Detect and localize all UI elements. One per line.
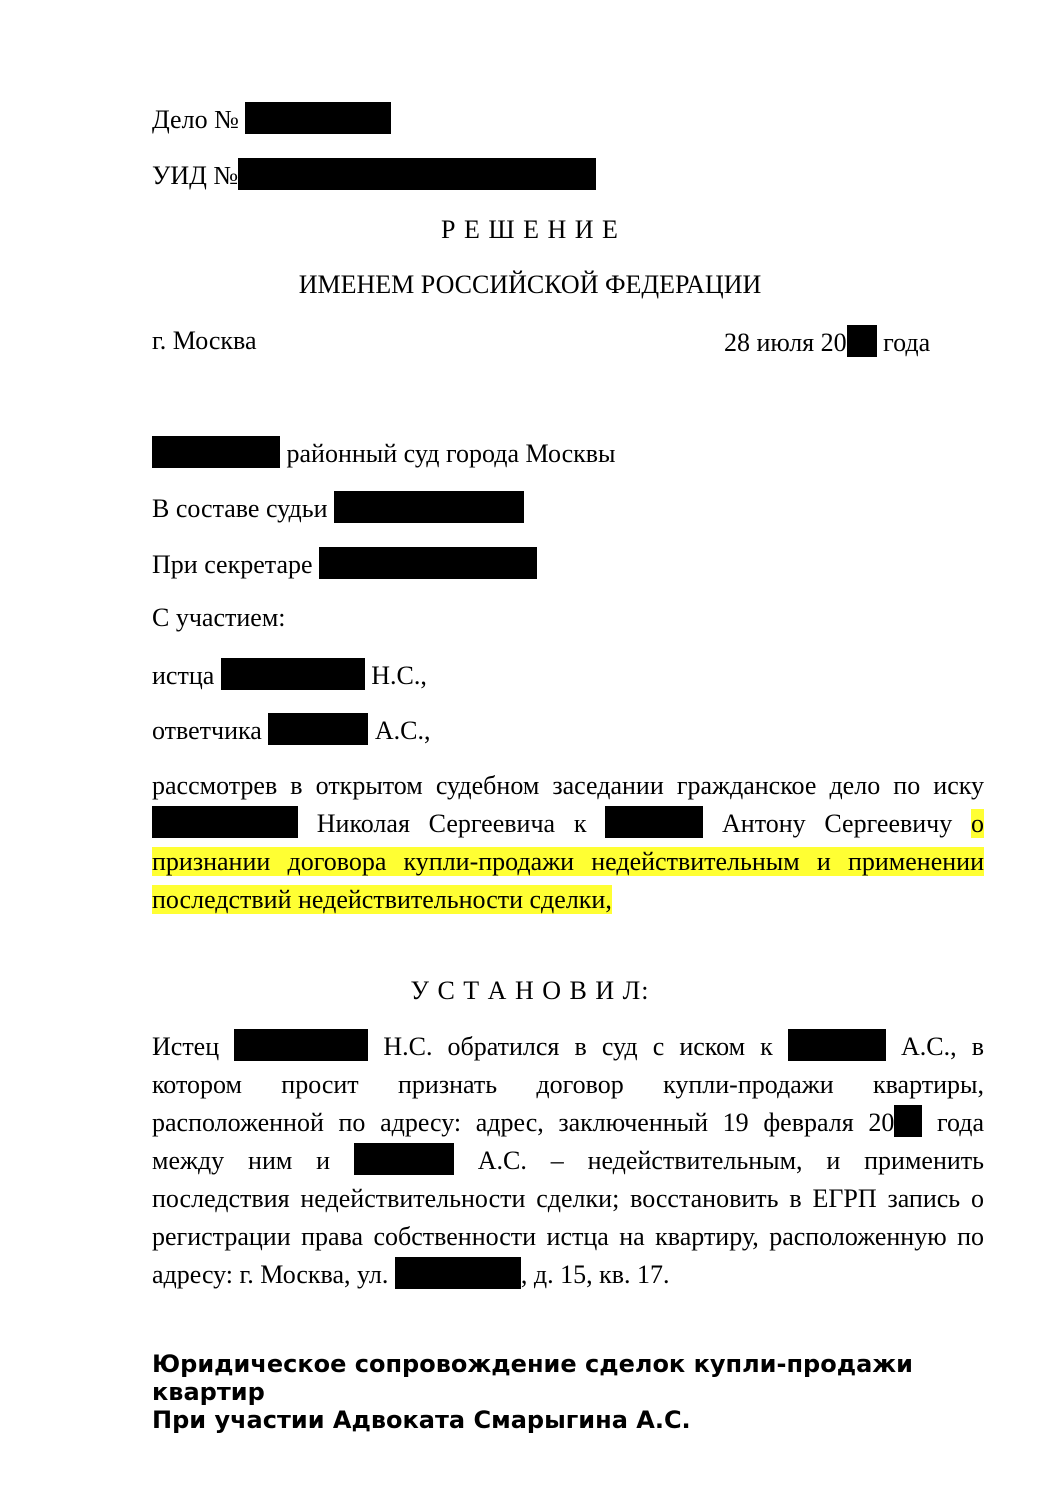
- considered-text-2: Николая Сергеевича к: [316, 809, 587, 838]
- established-text-2: Н.С. обратился в суд с иском к: [383, 1032, 773, 1061]
- redacted-year-2: [894, 1105, 922, 1137]
- judge-line: [152, 491, 524, 525]
- considered-text-3: Антону Сергеевичу: [722, 809, 953, 838]
- uid-number-label: УИД №: [152, 161, 239, 190]
- court-name: районный суд города Москвы: [286, 439, 616, 468]
- document-title: Р Е Ш Е Н И Е: [441, 215, 619, 244]
- place-line: г. Москва: [152, 326, 257, 355]
- plaintiff-line: [152, 658, 427, 692]
- plaintiff-initials: Н.С.,: [371, 661, 427, 690]
- redacted-plaintiff-surname-3: [234, 1029, 368, 1061]
- redacted-street-name: [395, 1257, 521, 1289]
- redacted-year: [847, 325, 877, 357]
- secretary-label: При секретаре: [152, 550, 313, 579]
- considered-text-1: рассмотрев в открытом судебном заседании гражданское дело по иску: [152, 771, 984, 800]
- uid-number-line: [152, 158, 596, 192]
- footer-line-3: При участии Адвоката Смарыгина А.С.: [152, 1406, 691, 1434]
- document-subtitle: ИМЕНЕМ РОССИЙСКОЙ ФЕДЕРАЦИИ: [298, 270, 762, 299]
- redacted-court-name: [152, 436, 280, 468]
- redacted-judge-name: [334, 491, 524, 523]
- redacted-defendant-surname: [268, 713, 368, 745]
- footer-block: [152, 1350, 972, 1434]
- redacted-secretary-name: [319, 547, 537, 579]
- judge-label: В составе судьи: [152, 494, 328, 523]
- footer-line-2: квартир: [152, 1378, 265, 1406]
- date-suffix: года: [883, 328, 931, 357]
- redacted-uid-number: [238, 158, 596, 190]
- defendant-line: [152, 713, 430, 747]
- plaintiff-label: истца: [152, 661, 215, 690]
- case-number-label: Дело №: [152, 105, 239, 134]
- date-prefix: 28 июля 20: [724, 328, 847, 357]
- redacted-plaintiff-surname: [221, 658, 365, 690]
- court-line: [152, 436, 616, 470]
- redacted-defendant-surname-3: [788, 1029, 886, 1061]
- date-line: [724, 325, 930, 359]
- redacted-defendant-surname-4: [354, 1143, 454, 1175]
- established-text-1: Истец: [152, 1032, 220, 1061]
- defendant-initials: А.С.,: [374, 716, 431, 745]
- established-text-3: А.С., в котором просит признать договор купли-продажи квартиры, расположенной по адресу: адрес, заключенный 19 февраля 20: [152, 1032, 984, 1137]
- highlighted-claim-text: о признании договора купли-продажи недействительным и применении последствий недействительности сделки,: [152, 809, 985, 914]
- redacted-defendant-surname-2: [605, 806, 703, 838]
- defendant-label: ответчика: [152, 716, 262, 745]
- established-paragraph: [152, 1028, 984, 1294]
- participation-label: С участием:: [152, 603, 286, 632]
- case-number-line: [152, 102, 391, 136]
- established-text-5: А.С. – недействительным, и применить последствия недействительности сделки; восстановить в ЕГРП запись о регистрации права собственности истца на квартиру, расположенную по адресу: г. Москва, ул.: [152, 1146, 984, 1289]
- redacted-plaintiff-surname-2: [152, 806, 298, 838]
- established-heading: У С Т А Н О В И Л:: [410, 976, 650, 1005]
- secretary-line: [152, 547, 537, 581]
- established-text-6: , д. 15, кв. 17.: [520, 1260, 670, 1289]
- redacted-case-number: [245, 102, 391, 134]
- footer-line-1: Юридическое сопровождение сделок купли-продажи: [152, 1350, 913, 1378]
- established-text-4: года между ним и: [152, 1108, 984, 1175]
- considered-paragraph: [152, 767, 984, 919]
